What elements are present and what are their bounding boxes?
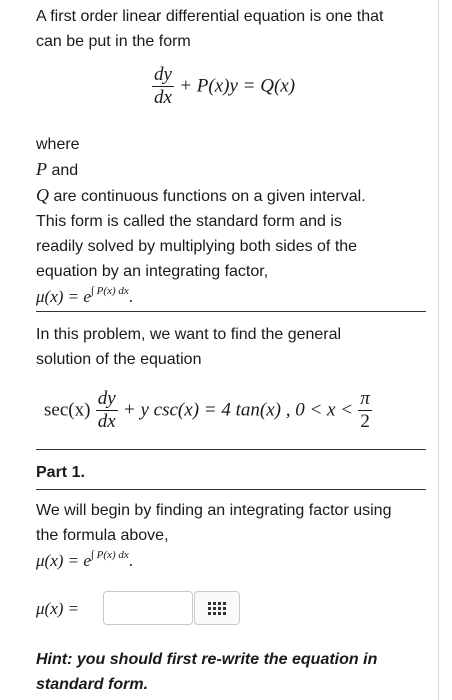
intro-line-2: can be put in the form (36, 33, 191, 50)
continuity-text: are continuous functions on a given interval. (53, 188, 366, 205)
intro-line-1: A first order linear differential equation is one that (36, 8, 384, 25)
problem-equation-rest: + y csc(x) = 4 tan(x) , 0 < x < (122, 399, 354, 421)
problem-equation (44, 388, 372, 433)
integrating-factor-formula (36, 284, 366, 312)
divider-2 (36, 449, 426, 450)
problem-fraction-denominator: dx (97, 411, 116, 432)
standard-form-rest: + P(x)y = Q(x) (179, 75, 296, 97)
part-1-mu-period: . (128, 551, 133, 570)
where-block (36, 132, 366, 312)
problem-dy-dx-fraction (96, 388, 118, 433)
divider-1 (36, 311, 426, 312)
q-variable: Q (36, 185, 49, 205)
dy-dx-fraction (152, 64, 174, 109)
sec-term: sec(x) (44, 399, 91, 421)
problem-line-1: In this problem, we want to find the general (36, 326, 342, 343)
where-word: where (36, 136, 80, 153)
solve-sentence: readily solved by multiplying both sides of the (36, 238, 358, 255)
p-line (36, 157, 366, 183)
part-1-instructions (36, 498, 391, 576)
pi-numerator: π (360, 388, 370, 409)
standard-form-equation (152, 64, 295, 109)
and-word: and (51, 162, 79, 179)
integrating-factor-sentence: equation by an integrating factor, (36, 263, 269, 280)
part-1-mu-lhs: μ(x) = e (36, 551, 91, 570)
pi-over-two-fraction (358, 388, 372, 433)
problem-line-2: solution of the equation (36, 351, 202, 368)
part-1-heading: Part 1. (36, 464, 85, 481)
answer-input[interactable] (103, 591, 193, 625)
math-keypad-button[interactable] (194, 591, 240, 625)
hint-line-2: standard form. (36, 676, 149, 693)
fraction-numerator: dy (154, 64, 172, 85)
mu-period: . (128, 287, 133, 306)
hint-text (36, 647, 377, 697)
intro-text (36, 4, 383, 54)
keypad-icon (208, 602, 226, 615)
part-1-line-2: the formula above, (36, 527, 169, 544)
problem-statement (36, 322, 341, 372)
problem-fraction-numerator: dy (97, 388, 116, 409)
divider-3 (36, 489, 426, 490)
p-variable: P (36, 159, 47, 179)
part-1-formula (36, 548, 391, 576)
part-1-line-1: We will begin by finding an integrating factor using (36, 502, 392, 519)
hint-line-1: Hint: you should first re-write the equation in (36, 651, 378, 668)
mu-exponent: ∫ P(x) dx (90, 285, 129, 297)
standard-form-sentence: This form is called the standard form and is (36, 213, 342, 230)
q-line (36, 183, 366, 209)
answer-label: μ(x) = (36, 599, 80, 618)
fraction-denominator: dx (154, 87, 172, 108)
two-denominator: 2 (360, 411, 370, 432)
part-1-mu-exponent: ∫ P(x) dx (90, 549, 129, 561)
mu-lhs: μ(x) = e (36, 287, 91, 306)
